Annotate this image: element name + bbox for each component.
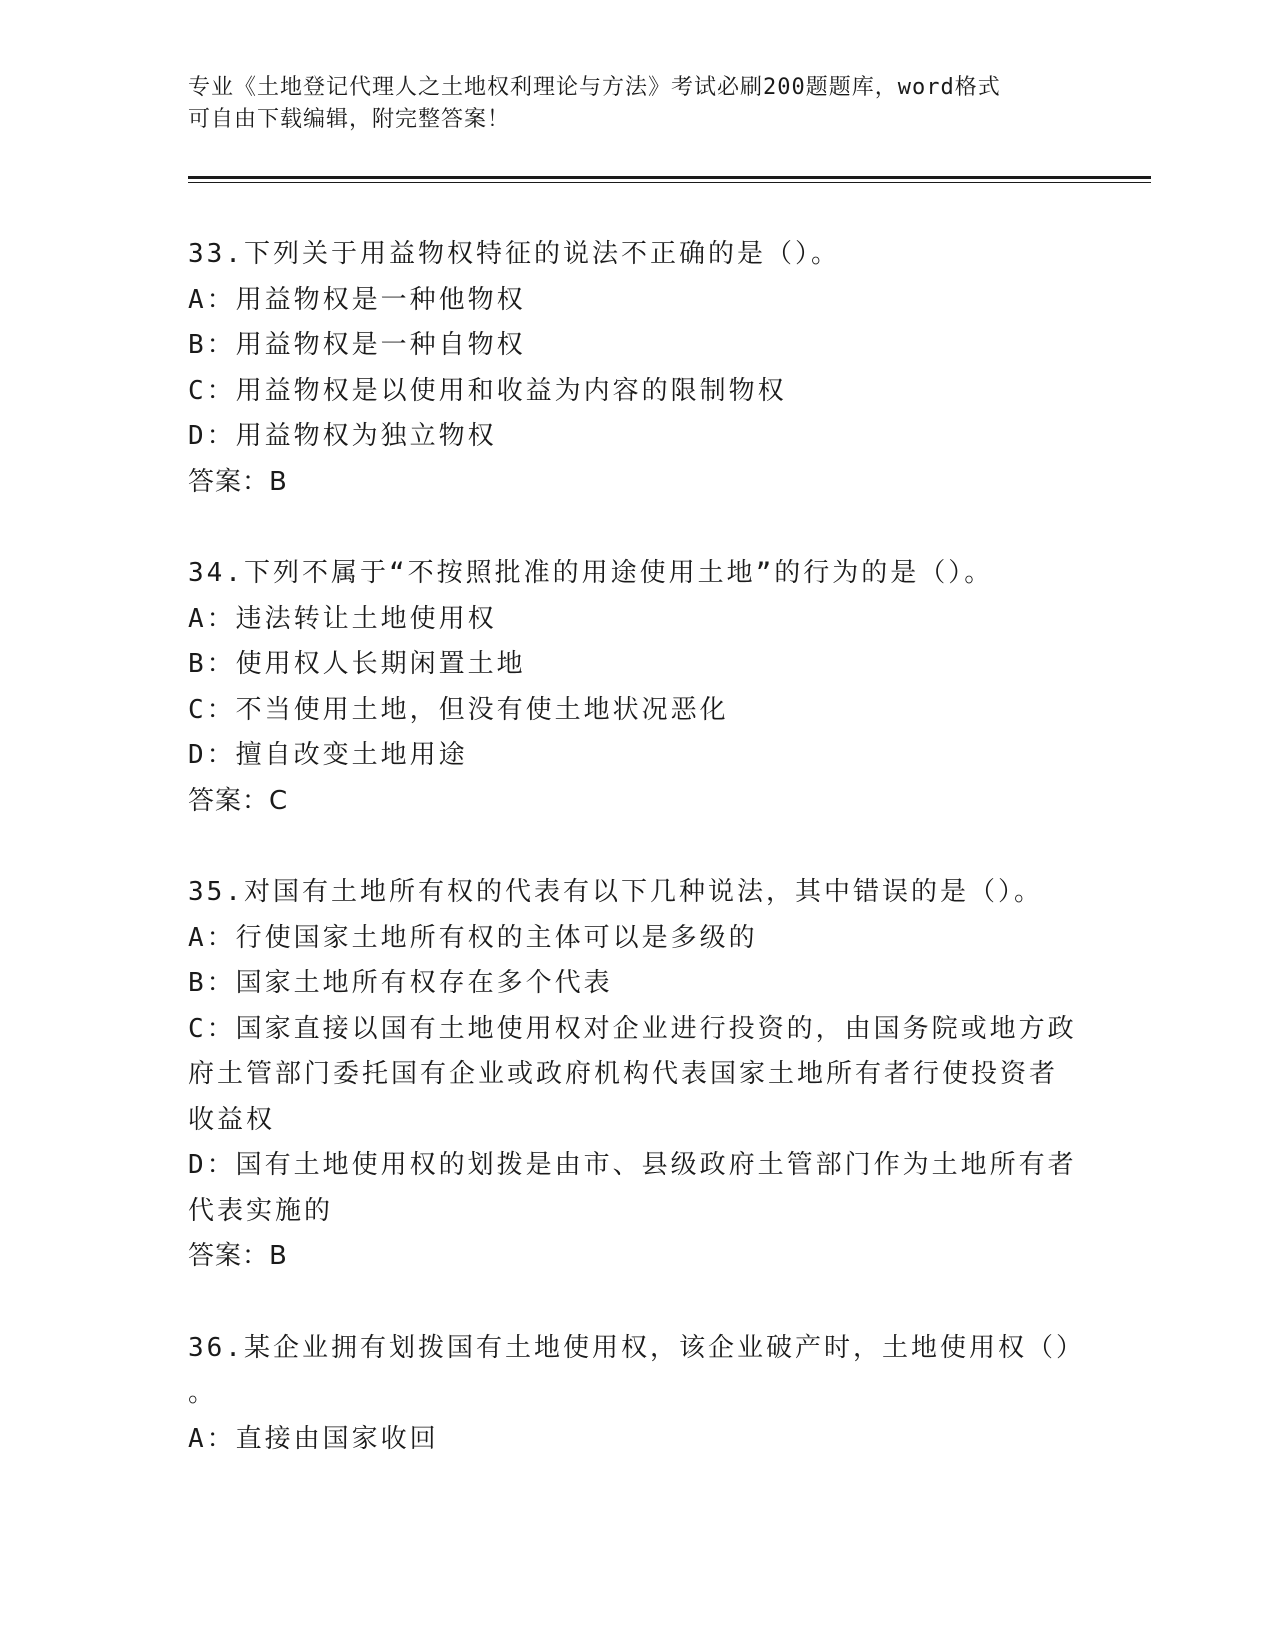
- option-c: C：不当使用土地，但没有使土地状况恶化: [188, 694, 729, 725]
- question-stem: 35.对国有土地所有权的代表有以下几种说法，其中错误的是（）。: [188, 877, 1043, 907]
- option-a: A：用益物权是一种他物权: [188, 284, 526, 315]
- header-line-1: 专业《土地登记代理人之土地权利理论与方法》考试必刷200题题库，word格式: [188, 75, 1001, 100]
- option-b: B：使用权人长期闲置土地: [188, 649, 526, 679]
- question-33: [188, 232, 1088, 505]
- option-a: A：违法转让土地使用权: [188, 603, 497, 634]
- header-divider-thick: [188, 176, 1151, 179]
- answer: 答案：B: [188, 1241, 288, 1271]
- option-d: D：用益物权为独立物权: [188, 421, 497, 451]
- option-d: D：国有土地使用权的划拨是由市、县级政府土管部门作为土地所有者: [188, 1150, 1077, 1180]
- answer: 答案：B: [188, 466, 288, 497]
- option-d: D：擅自改变土地用途: [188, 740, 468, 770]
- option-a: A：行使国家土地所有权的主体可以是多级的: [188, 922, 758, 953]
- answer: 答案：C: [188, 785, 289, 816]
- option-b: B：用益物权是一种自物权: [188, 330, 526, 360]
- option-b: B：国家土地所有权存在多个代表: [188, 968, 613, 998]
- question-35: [188, 870, 1088, 1280]
- question-list: [188, 232, 1088, 1508]
- option-c: C：国家直接以国有土地使用权对企业进行投资的，由国务院或地方政: [188, 1013, 1077, 1044]
- question-stem-continued: 。: [188, 1378, 218, 1408]
- question-stem: 36.某企业拥有划拨国有土地使用权，该企业破产时，土地使用权（）: [188, 1332, 1085, 1363]
- document-header: [188, 72, 1088, 136]
- question-34: [188, 551, 1088, 824]
- question-stem: 33.下列关于用益物权特征的说法不正确的是（）。: [188, 239, 840, 269]
- option-c: C：用益物权是以使用和收益为内容的限制物权: [188, 375, 787, 406]
- header-divider-thin: [188, 182, 1151, 183]
- option-d-continued: 代表实施的: [188, 1195, 334, 1226]
- question-36: [188, 1326, 1088, 1463]
- option-c-continued: 府土管部门委托国有企业或政府机构代表国家土地所有者行使投资者: [188, 1059, 1059, 1089]
- question-stem: 34.下列不属于“不按照批准的用途使用土地”的行为的是（）。: [188, 558, 994, 588]
- header-line-2: 可自由下载编辑，附完整答案！: [188, 107, 511, 132]
- option-a: A：直接由国家收回: [188, 1423, 439, 1454]
- option-c-continued: 收益权: [188, 1104, 276, 1135]
